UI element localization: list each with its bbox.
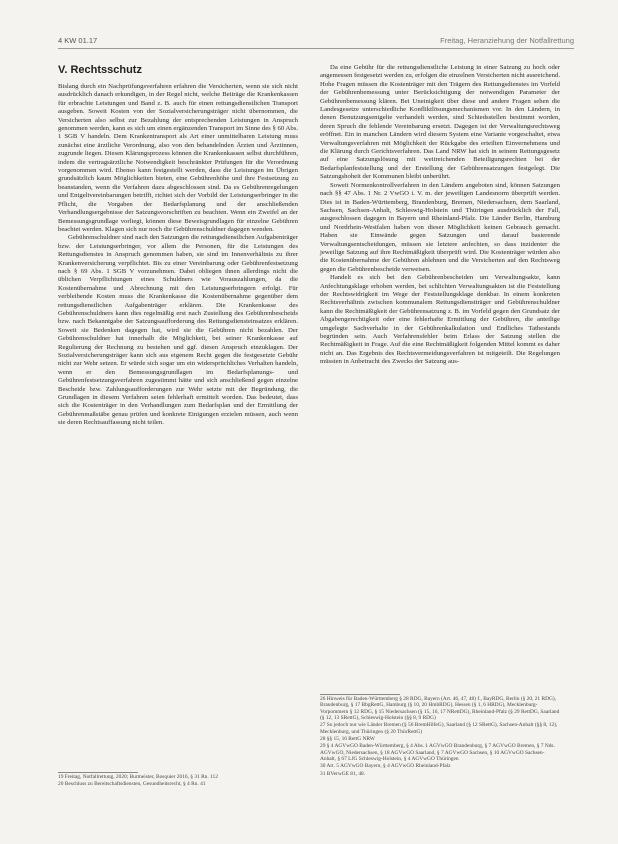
- footnote: 26 Hinweis für Baden-Württemberg § 28 RDG, Bayern (Art. 46, 47, 48) f., BayRDG, Berlin (§ 20, 21 RDG), Brandenburg, § 17 BbgRettG, Hamburg (§ 10, 20 HmbRDG), Hessen (§ 1, 6 HRDG), Mecklenburg-Vorpommern § 12 RDG, § 15 Niedersachsen (§ 15, 16, 17 NRettDG), Rheinland-Pfalz (§ 29 RettDG, Saarland (§ 12, 13 SRettG), Schleswig-Holstein (§§ 8, 9 RDG): [320, 695, 560, 722]
- header-article-title: Freitag, Heranziehung der Notfallrettung: [440, 36, 574, 45]
- header-journal-info: 4 KW 01.17: [58, 36, 98, 45]
- paragraph: Handelt es sich bei den Gebührenbescheiden um Verwaltungsakte, kann Anfechtungsklage erhoben werden, bei schlichten Verwaltungsakten ist die Feststellung der Rechtswidrigkeit im Wege der Feststellungsklage denkbar. In einem konkreten Rechtsverhältnis zwischen kommunalem Rettungsdienstträger und Gebührenschuldner kann die Rechtmäßigkeit der Gebührensatzung z. B. im Vorfeld gegen den Grundsatz der Abgabengerechtigkeit oder eine fehlerhafte Ermittlung der Gebühren, die anteilige umgelegte Sachverhalte in der Gebührenkalkulation und Endliches Tatbestands begründen sein. Auch Verfahrensfehler beim Erlass der Satzung stellen die Rechtmäßigkeit in Frage. Auf die eine Rechtmäßigkeit folgenden Mittel kommt es daher nicht an. Das Ergebnis des Rechtsvermeidungsverfahren ist mitgeteilt. Die Regelungen müssten in Anbetracht des Zwecks der Satzung aus-: [320, 274, 560, 366]
- section-title: V. Rechtsschutz: [58, 64, 142, 76]
- footnote: 19 Freitag, Notfallrettung, 2020; Burmeister, Bosquier 2016, § 31 Rn. 112: [58, 773, 218, 780]
- left-footnotes: [58, 772, 298, 788]
- right-footnotes: [320, 694, 560, 778]
- paragraph: Soweit Normenkontrollverfahren in den Ländern angeboten sind, können Satzungen nach §§ 47 Abs. 1 Nr. 2 VwGO i. V. m. der jeweiligen Landesnorm überprüft werden. Dies ist in Baden-Württemberg, Brandenburg, Bremen, Niedersachsen, dem Saarland, Sachsen, Sachsen-Anhalt, Schleswig-Holstein und Thüringen ausdrücklich der Fall, ausgeschlossen dagegen in Bayern und Rheinland-Pfalz. Die Länder Berlin, Hamburg und Nordrhein-Westfalen haben von dieser Möglichkeit keinen Gebrauch gemacht. Haben sie Einwände gegen Satzungen und darauf basierende Verwaltungsentscheidungen, müssen sie letztere anfechten, so dass inzidenter die jeweilige Satzung auf ihre Rechtmäßigkeit überprüft wird. Die Kostenträger würden also die Kostenübernahme der Gebühren ablehnen und die Versicherten auf den Rechtsweg gegen die Gebührenbescheide verweisen.: [320, 181, 560, 273]
- paragraph: Da eine Gebühr für die rettungsdienstliche Leistung in einer Satzung zu hoch oder angemessen festgesetzt werden zu, erfolgen die einzelnen Versicherten nicht ausreichend. Hohe Fragen müssen die Kostenträger mit den Trägern des Rettungsdienstes im Vorfeld der Gebührenbemessung unter Berücksichtigung der notwendigen Parameter der Gebührenbemessung klären. Bei Uneinigkeit über diese und andere Fragen sehen die Landesgesetze unterschiedliche Konfliktlösungsmechanismen vor. In den Ländern, in denen Benutzungsentgelte verhandelt werden, sind Schiedsstellen bestimmt worden, deren Spruch die fehlende Vereinbarung ersetzt. Dagegen ist der Verwaltungsrechtsweg eröffnet. Ein in manchen Ländern wird diesem System eine Variante vorgeschaltet, etwa Verwaltungsverfahren mit Möglichkeit der Rückgabe des erteilten Einvernehmens und die Klärung durch Gerichtsverfahren. Das Land NRW hat sich in seinem Rettungsgesetz auf eine Satzungslösung mit weitreichenden Beteiligungsrechten bei der Bedarfsplanfeststellung und der Erstellung der Gebührensatzungen festgelegt. Die Satzungshoheit der Kommunen bleibt unberührt.: [320, 64, 560, 181]
- paragraph: Gebührenschuldner sind nach den Satzungen die rettungsdienstlichen Aufgabenträger bzw. der Leistungserbringer, vor allem die Personen, für die Leistungen des Rettungsdienstes in Anspruch genommen haben, sie sind im Innenverhältnis zu ihrer Krankenversicherung verpflichtet. Bis zu einer Vereinbarung oder Gebührenfestsetzung nach § 69 Abs. 1 SGB V vorzunehmen. Dabei obliegen ihnen allerdings nicht die üblichen Verpflichtungen eines Schuldners wie Vorauszahlungen, da die Kostenübernahme und Abrechnung mit den Leistungserbringern erfolgt. Für verbleibende Kosten muss die Krankenkasse die Kostenübernahme gegenüber dem rettungsdienstlichen Aufgabenträger erklären. Die Krankenkasse des Gebührenschuldners kann dies regelmäßig erst nach Zustellung des Gebührenbescheids bzw. nach Bekanntgabe der Satzungsaufforderung des Rettungsdiensteinsatzes erklären. Soweit sie Bedenken dagegen hat, wird sie die Gebühren nicht bezahlen. Der Gebührenschuldner hat innerhalb die Möglichkeit, bei seiner Krankenkasse auf Regulierung der Rechnung zu bestehen und ggf. diesen Anspruch einzuklagen. Der Sozialversicherungsträger kann sich aus eigenem Recht gegen die festgesetzte Gebühr nicht zur Wehr setzen. Er würde sich sogar um ein widersprüchliches Verhalten handeln, wenn er den Bemessungsgrundlagen im Bedarfsplanungs- und Gebührenfestsetzungsverfahren zugestimmt hätte und sich anschließend gegen einzelne Bescheide bzw. Zahlungsaufforderungen zur Wehr setzte mit der Begründung, die Grundlagen in diesem Verfahren seien fehlerhaft ermittelt worden. Das bedeutet, dass sich die Kostenträger in den Verhandlungen zum Bedarfsplan und der Ermittlung der Gebührenmaßstäbe genau prüfen und konkrete Einigungen erzielen müssen, auch wenn sie deren Rechtsauffassung nicht teilen.: [58, 234, 298, 427]
- left-column: [58, 64, 298, 428]
- footnote: 30 Art. 5 AGVwGO Bayern, § 4 AGVwGO Rheinland-Pfalz: [320, 763, 451, 770]
- footnote: 20 Beschluss zu Bereitschaftsdiensten, Gesundheitsrecht, § 4 Rn. 41: [58, 780, 206, 787]
- footnote: 28 §§ 15, 16 RettG NRW: [320, 736, 375, 743]
- page-header: [58, 34, 574, 49]
- footnote: 27 So jedoch nur wie Länder Bremen (§ 56 BremHilfeG), Saarland (§ 12 SRettG), Sachsen-Anhalt (§§ 8, 12), Mecklenburg, und Thüringen (§ 20 ThürRettG): [320, 722, 558, 735]
- footnote: 29 § 4 AGVwGO Baden-Württemberg, § 4 Abs. 1 AGVwGO Brandenburg, § 7 AGVwGO Bremen, § 7 Nds. AGVwGO, Niedersachsen, § 18 AGVwGO Saarland, § 7 AGVwGO Sachsen, § 10 AGVwGO Sachsen-Anhalt, § 67 LJG Schleswig-Holstein, § 4 AGVwGO Thüringen: [320, 743, 555, 763]
- footnote: 31 BVerwGE 81, 48.: [320, 770, 366, 777]
- paragraph: Bislang durch ein Nachprüfungsverfahren erfahren die Versicherten, wenn sie sich nicht ausdrücklich danach erkundigen, in der Regel nicht, welche Beiträge die Krankenkassen für erbrachte Leistungen und Band z. B. auch für einen rettungsdienstlichen Transport ausgeben. Soweit Kosten von der Sozialversicherungsträger nicht übernommen, die Versicherten also selbst zur Bezahlung der entsprechenden Leistungen in Anspruch genommen werden, kann es sich um einen ergänzenden Transport im Sinne des § 60 Abs. 1 SGB V handeln. Dem Krankentransport als Art einer unmittelbaren Leistung muss zunächst eine ärztliche Verordnung, also von den behandelnden Ärzten und Ärztinnen, zugrunde liegen. Diesen Klärungsprozess können die Krankenkassen selbst durchführen, indem die vertragsärztliche Notwendigkeit beschränkter Prüfungen für die Verordnung vorgenommen wird. Ebenso kann festgestellt werden, dass die Leistungen im Übrigen grundsätzlich kaum Möglichkeiten bieten, eine Gebührenhöhe und ihre Festsetzung zu beanstanden, wenn die Verfahren dazu abgeschlossen sind. Da es Gebührenregelungen und Entgeltvereinbarungen betrifft, richtet sich der Vorbild der Leistungserbringer in die Pflicht, die Vorgaben der Bedarfsplanung und der anschließenden Verhandlungsergebnisse der Satzungsvorschriften zu beachten. Wenn ein Zweifel an der Bemessungsgrundlage vorliegt, können diese Beweisgrundlagen für einzelne Gebühren beachtet werden. Klagen sich nur noch die Gebührenschuldner dagegen wenden.: [58, 83, 298, 233]
- right-column: [320, 64, 560, 367]
